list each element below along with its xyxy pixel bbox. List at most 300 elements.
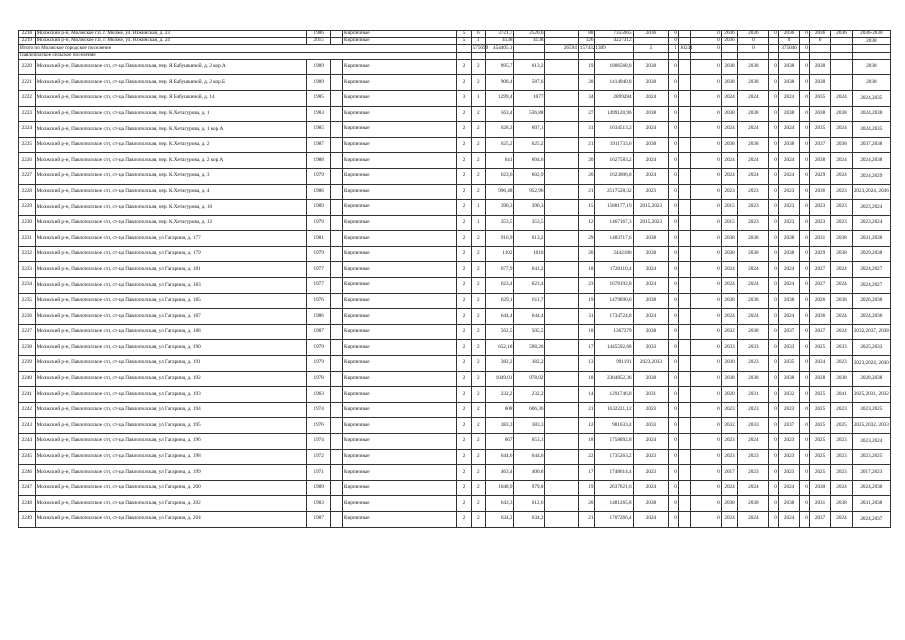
table-cell: 2024	[778, 122, 799, 138]
table-cell: 1499120,96	[595, 106, 633, 122]
table-row	[19, 278, 891, 294]
table-cell: 2023	[721, 449, 738, 465]
table-cell: 2024	[721, 511, 738, 527]
table-cell: 1979	[307, 168, 331, 184]
table-cell: Кирпичные	[342, 402, 456, 418]
row-number: 2249	[19, 511, 36, 527]
table-cell	[545, 200, 578, 216]
table-row	[19, 59, 891, 75]
table-cell	[331, 434, 343, 450]
table-cell: 232,2	[485, 387, 514, 403]
table-cell: 2	[471, 309, 485, 325]
table-cell: 2024	[778, 168, 799, 184]
table-cell	[545, 184, 578, 200]
table-cell	[331, 371, 343, 387]
table-cell: 0	[669, 168, 679, 184]
address-cell: Молжский р-н, Павлополское с/п, ст-ца Павлополская, ул Гагарина, д. 190	[35, 340, 307, 356]
table-cell: Кирпичные	[342, 418, 456, 434]
table-cell	[678, 38, 690, 45]
table-cell: 1978	[307, 371, 331, 387]
table-cell: 2023,2025	[852, 449, 890, 465]
table-cell: 2024	[831, 168, 852, 184]
table-cell	[545, 153, 578, 169]
table-cell: 390,3	[514, 200, 545, 216]
table-cell	[545, 106, 578, 122]
address-cell: Молжский р-н, Павлополское с/п, ст-ца Павлополская, пер. К.Хетагурова, д. 2	[35, 137, 307, 153]
table-row	[19, 153, 891, 169]
table-cell: 2036	[809, 309, 830, 325]
table-cell: 0	[800, 90, 810, 106]
table-cell	[331, 480, 343, 496]
table-cell	[800, 52, 810, 59]
table-cell: 20	[578, 496, 595, 512]
table-cell: 383,3	[485, 418, 514, 434]
table-cell	[545, 231, 578, 247]
table-cell: 1983	[307, 496, 331, 512]
row-number: 2233	[19, 262, 36, 278]
table-cell	[678, 75, 690, 91]
table-row	[19, 480, 891, 496]
table-cell: 1972	[307, 449, 331, 465]
table-cell: 634,2	[514, 511, 545, 527]
table-cell: 2	[457, 356, 471, 372]
table-cell: 2037	[778, 418, 799, 434]
table-cell: 0	[769, 293, 779, 309]
table-cell: 0	[800, 215, 810, 231]
table-cell: 2	[471, 122, 485, 138]
table-cell: 0	[669, 340, 679, 356]
table-cell: 2038	[831, 231, 852, 247]
table-cell: 0	[669, 262, 679, 278]
table-cell: Кирпичные	[342, 137, 456, 153]
table-cell	[331, 90, 343, 106]
table-cell: 2038	[778, 75, 799, 91]
table-cell	[721, 45, 738, 52]
table-cell: 2023	[778, 184, 799, 200]
table-cell: 0	[800, 59, 810, 75]
table-cell: 1048,9	[485, 480, 514, 496]
table-cell: 2038	[809, 153, 830, 169]
table-cell	[514, 52, 545, 59]
table-cell: 604,6	[514, 153, 545, 169]
table-cell: 1989	[307, 75, 331, 91]
table-cell	[545, 75, 578, 91]
table-cell: 641,2	[514, 262, 545, 278]
table-cell: 2038	[831, 137, 852, 153]
table-cell: 2024	[831, 278, 852, 294]
table-cell: Кирпичные	[342, 231, 456, 247]
table-row	[19, 387, 891, 403]
table-cell: 2	[457, 402, 471, 418]
table-cell: 0	[769, 434, 779, 450]
table-cell: 22	[578, 449, 595, 465]
table-cell: 2027	[809, 262, 830, 278]
table-cell: 2024	[721, 278, 738, 294]
table-cell: 0	[800, 153, 810, 169]
table-cell: 653,1	[514, 434, 545, 450]
table-cell: 2038	[852, 38, 890, 45]
table-row	[19, 122, 891, 138]
table-cell: 1678192,8	[595, 278, 633, 294]
table-cell	[769, 52, 779, 59]
table-cell: 1987	[307, 511, 331, 527]
table-cell: 2038	[633, 371, 669, 387]
table-cell: 2038	[778, 231, 799, 247]
table-cell: 1707266,4	[595, 511, 633, 527]
table-cell: 1971	[307, 465, 331, 481]
table-cell: 20	[578, 168, 595, 184]
table-cell: 0	[690, 168, 721, 184]
table-cell: 2038	[778, 106, 799, 122]
table-cell: 2038	[778, 137, 799, 153]
table-cell: 383,3	[514, 418, 545, 434]
table-cell: 2024,2036	[852, 309, 890, 325]
table-cell: Кирпичные	[342, 122, 456, 138]
table-cell: 1911733,6	[595, 137, 633, 153]
row-number: 2242	[19, 402, 36, 418]
table-cell: 2024	[721, 480, 738, 496]
table-cell	[809, 45, 830, 52]
address-cell: Молжский р-н, Павлополское с/п, ст-ца Павлополская, ул Гагарина, д. 196	[35, 434, 307, 450]
table-cell: 2023	[721, 434, 738, 450]
table-cell: 0	[669, 106, 679, 122]
table-cell: 2036	[809, 184, 830, 200]
table-cell: 1632221,12	[595, 402, 633, 418]
table-cell: 2023	[778, 215, 799, 231]
table-cell: 2	[471, 59, 485, 75]
table-cell: 0	[690, 356, 721, 372]
table-cell: 2031	[809, 231, 830, 247]
table-cell: 2037,2038	[852, 137, 890, 153]
table-cell: 2	[471, 496, 485, 512]
table-cell: Кирпичные	[342, 153, 456, 169]
table-cell: 2024	[778, 480, 799, 496]
row-number: 2244	[19, 434, 36, 450]
table-cell: Кирпичные	[342, 200, 456, 216]
table-cell: 2038	[778, 293, 799, 309]
table-row	[19, 465, 891, 481]
address-cell: Молжский р-н, Павлополское с/п, ст-ца Павлополская, пер. К.Хетагурова, д. 1	[35, 106, 307, 122]
table-cell	[545, 324, 578, 340]
table-cell: 1627583,2	[595, 153, 633, 169]
table-cell: 2038	[721, 137, 738, 153]
table-cell: 1988	[307, 153, 331, 169]
table-cell: 18	[578, 371, 595, 387]
address-cell: Молжский р-н, Павлополское с/п, ст-ца Павлополская, ул Гагарина, д. 191	[35, 356, 307, 372]
table-cell: 0	[800, 137, 810, 153]
table-cell: 2024,2038	[852, 106, 890, 122]
table-cell: 0	[800, 184, 810, 200]
table-cell: Кирпичные	[342, 293, 456, 309]
table-row	[19, 38, 891, 45]
table-cell: 0	[669, 418, 679, 434]
table-cell: 2024	[831, 90, 852, 106]
table-cell: 2031,2038	[852, 496, 890, 512]
table-cell: 0	[769, 309, 779, 325]
table-cell: 0	[800, 418, 810, 434]
table-cell: 2024	[721, 122, 738, 138]
row-number: 2247	[19, 480, 36, 496]
table-cell: 20	[578, 153, 595, 169]
table-cell: 2024	[809, 356, 830, 372]
table-cell	[331, 75, 343, 91]
table-cell: 2	[457, 215, 471, 231]
table-cell	[690, 52, 721, 59]
table-cell: 1987	[307, 137, 331, 153]
table-cell: 2037	[809, 511, 830, 527]
table-row	[19, 184, 891, 200]
table-cell	[331, 246, 343, 262]
row-number: 2241	[19, 387, 36, 403]
table-cell	[545, 38, 578, 45]
table-cell: 0	[769, 418, 779, 434]
table-cell: 2035	[809, 122, 830, 138]
table-cell: 14	[578, 387, 595, 403]
table-cell: 0	[769, 262, 779, 278]
table-cell: 2024	[738, 511, 769, 527]
table-cell	[678, 340, 690, 356]
table-cell: 0	[800, 278, 810, 294]
table-cell: 2023,2024	[852, 200, 890, 216]
address-cell: Молжский р-н, Павлополское с/п, ст-ца Павлополская, пер. К.Хетагурова, д. 10	[35, 200, 307, 216]
table-cell: 353,5	[514, 215, 545, 231]
address-cell: Молжский р-н, Павлополское с/п, ст-ца Павлополская, ул Гагарина, д. 183	[35, 278, 307, 294]
table-cell: 2038	[778, 246, 799, 262]
table-row	[19, 371, 891, 387]
address-cell: Молжский р-н, Павлополское с/п, ст-ца Павлополская, ул Гагарина, д. 202	[35, 496, 307, 512]
table-cell: 2038	[721, 75, 738, 91]
table-cell: 2038	[831, 371, 852, 387]
table-row	[19, 246, 891, 262]
table-cell: 0	[769, 153, 779, 169]
table-cell	[678, 418, 690, 434]
table-cell: 2023	[633, 465, 669, 481]
table-cell	[331, 402, 343, 418]
table-cell: 2038	[633, 246, 669, 262]
table-cell: 26594	[545, 45, 578, 52]
table-cell	[678, 434, 690, 450]
table-cell: 18	[578, 324, 595, 340]
table-cell: 667	[485, 434, 514, 450]
address-cell: Молжский р-н, Павлополское с/п, ст-ца Павлополская, пер. Я Бабушкиной, д. 2 кор.Б	[35, 75, 307, 91]
table-cell: 2	[471, 278, 485, 294]
table-cell: 562,5	[485, 324, 514, 340]
table-cell: 0	[690, 59, 721, 75]
table-row	[19, 200, 891, 216]
table-cell: 623,6	[485, 168, 514, 184]
table-cell: 0	[769, 324, 779, 340]
table-cell	[331, 231, 343, 247]
table-cell: Кирпичные	[342, 106, 456, 122]
table-cell: 2	[471, 168, 485, 184]
table-cell: 2038	[738, 137, 769, 153]
table-cell: 625,2	[485, 137, 514, 153]
table-cell	[831, 59, 852, 75]
table-cell: 2023,2024, 2030	[852, 356, 890, 372]
table-cell: 536,88	[514, 106, 545, 122]
table-cell: 0	[669, 122, 679, 138]
table-cell	[800, 38, 810, 45]
table-cell	[678, 184, 690, 200]
table-cell	[578, 52, 595, 59]
table-cell: 4227312	[595, 38, 633, 45]
row-number: 2243	[19, 418, 36, 434]
table-cell	[485, 52, 514, 59]
table-cell: 2023	[831, 465, 852, 481]
table-cell: 0	[669, 184, 679, 200]
table-cell	[331, 293, 343, 309]
table-cell: 2	[471, 465, 485, 481]
table-cell: 88	[578, 31, 595, 38]
table-cell: 2520,6	[514, 31, 545, 38]
table-cell: 2024	[738, 480, 769, 496]
table-cell	[331, 309, 343, 325]
table-cell: 2024	[738, 262, 769, 278]
table-cell: 1102	[485, 246, 514, 262]
table-cell: 0	[690, 449, 721, 465]
address-cell: Молжский р-н, Павлополское с/п, ст-ца Павлополская, ул Гагарина, д. 185	[35, 293, 307, 309]
address-cell: Молжский р-н, Павлополское с/п, ст-ца Павлополская, ул Гагарина, д. 198	[35, 449, 307, 465]
table-cell: 629,1	[485, 293, 514, 309]
table-cell: 0	[690, 293, 721, 309]
table-cell	[331, 215, 343, 231]
table-cell: 0	[690, 75, 721, 91]
table-cell: 2023	[778, 402, 799, 418]
row-number: 2231	[19, 231, 36, 247]
table-cell: 2038	[831, 246, 852, 262]
row-number: 2222	[19, 90, 36, 106]
table-cell: 0	[800, 449, 810, 465]
table-cell: 0	[669, 215, 679, 231]
address-cell: Молжский р-н, Павлополское с/п, ст-ца Павлополская, пер. Я Бабушкиной, д. 14	[35, 90, 307, 106]
table-cell: 0	[769, 402, 779, 418]
table-cell: 17	[578, 340, 595, 356]
table-cell: 0	[769, 184, 779, 200]
table-cell: 0	[800, 168, 810, 184]
table-cell: 2	[471, 231, 485, 247]
table-row	[19, 340, 891, 356]
table-cell: 2	[471, 137, 485, 153]
table-cell	[331, 200, 343, 216]
table-cell: 2026,2038	[852, 293, 890, 309]
table-cell: 2038	[721, 246, 738, 262]
table-cell: 1049,01	[485, 371, 514, 387]
table-cell: 2024	[831, 309, 852, 325]
table-cell: 2025	[809, 465, 830, 481]
table-cell: 3721,7	[485, 31, 514, 38]
table-cell: 2024	[778, 153, 799, 169]
table-cell: 979,8	[514, 480, 545, 496]
table-cell: 2024	[831, 122, 852, 138]
table-cell: 2025	[809, 402, 830, 418]
table-cell	[831, 75, 852, 91]
table-cell	[545, 402, 578, 418]
table-cell: 2015,2023	[633, 200, 669, 216]
table-cell: Кирпичные	[342, 90, 456, 106]
table-cell: 0	[669, 246, 679, 262]
table-cell: 0	[769, 496, 779, 512]
table-cell: 2033	[633, 340, 669, 356]
table-cell: 2024,2029	[852, 168, 890, 184]
table-cell: 2024	[721, 153, 738, 169]
table-cell: 2024	[778, 90, 799, 106]
row-number: 2219	[19, 38, 36, 45]
table-cell: 2024	[721, 309, 738, 325]
table-cell: 641	[485, 153, 514, 169]
table-cell: 31	[578, 309, 595, 325]
table-cell	[545, 278, 578, 294]
table-cell: 2038	[721, 371, 738, 387]
table-cell: 1974	[307, 402, 331, 418]
table-cell: 2036	[738, 31, 769, 38]
table-cell: 2	[457, 262, 471, 278]
table-cell: 1976	[307, 293, 331, 309]
table-cell: 1	[471, 215, 485, 231]
table-cell: 575699	[472, 44, 489, 51]
table-cell: 20	[578, 246, 595, 262]
table-cell: 613,2	[514, 59, 545, 75]
table-cell: 0	[669, 465, 679, 481]
table-cell: 2038	[633, 496, 669, 512]
table-cell: 0	[690, 371, 721, 387]
table-cell	[545, 262, 578, 278]
row-number: 2221	[19, 75, 36, 91]
table-cell	[331, 59, 343, 75]
table-cell: 2037	[778, 324, 799, 340]
table-cell: 2038	[778, 59, 799, 75]
table-cell: 981633,4	[595, 418, 633, 434]
table-cell	[545, 356, 578, 372]
table-cell: 0	[669, 511, 679, 527]
table-row	[19, 168, 891, 184]
table-cell: 2038	[738, 324, 769, 340]
table-cell: 21	[578, 402, 595, 418]
table-cell: 19	[578, 293, 595, 309]
table-cell: 0	[690, 496, 721, 512]
table-cell: 2023	[778, 465, 799, 481]
table-row	[19, 324, 891, 340]
table-cell: 2	[471, 184, 485, 200]
row-number: 2223	[19, 106, 36, 122]
table-cell: 2	[471, 324, 485, 340]
table-cell	[678, 215, 690, 231]
row-number: 2228	[19, 184, 36, 200]
table-cell: 2	[457, 511, 471, 527]
table-cell: 2	[457, 465, 471, 481]
table-cell: 6	[471, 31, 485, 38]
table-cell: 2	[457, 324, 471, 340]
table-cell: 0	[669, 153, 679, 169]
table-cell: Кирпичные	[342, 168, 456, 184]
table-cell: 1	[471, 38, 485, 45]
address-cell: Молжский р-н, Павлополское с/п, ст-ца Павлополская, ул Гагарина, д. 187	[35, 309, 307, 325]
table-cell: 2	[471, 106, 485, 122]
table-cell: 0	[669, 231, 679, 247]
table-row	[19, 90, 891, 106]
table-cell: 2035	[778, 356, 799, 372]
table-cell: 2038	[778, 371, 799, 387]
table-cell: 1986	[307, 31, 331, 38]
table-cell	[331, 262, 343, 278]
table-cell: 2031	[809, 496, 830, 512]
table-cell: 0	[800, 356, 810, 372]
row-number: 2238	[19, 340, 36, 356]
table-cell: 1979	[307, 246, 331, 262]
table-cell: 2	[471, 480, 485, 496]
table-cell	[678, 309, 690, 325]
table-cell: 677,9	[485, 262, 514, 278]
table-cell	[678, 480, 690, 496]
